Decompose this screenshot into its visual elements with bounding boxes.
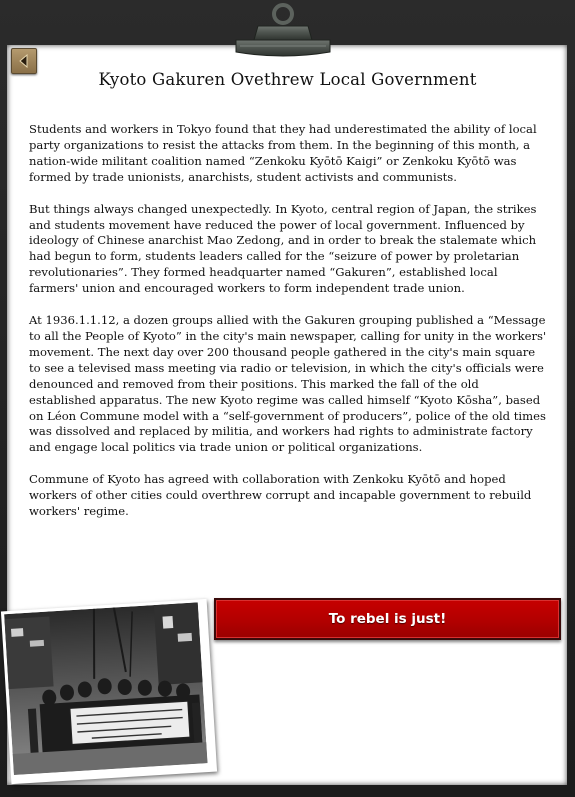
description-paragraph-3: At 1936.1.1.12, a dozen groups allied with the Gakuren grouping published a “Message to all the People of Kyoto” in the city's main newspaper, calling for unity in the workers' movement. The next day over 200 thousand people gathered in the city's main square to see a televised mass meeting via radio or television, in which the city's officials were denounced and removed from their positions. This marked the fall of the old established apparatus. The new Kyoto regime was called himself “Kyoto Kōsha”, based on Léon Commune model with a “self-government of producers”, police of the old times was dissolved and replaced by militia, and workers had rights to administrate factory and engage local politics via trade union or political organizations. — [29, 313, 547, 455]
event-picture — [1, 599, 217, 784]
description-paragraph-1: Students and workers in Tokyo found that they had underestimated the ability of local party organizations to resist the attacks from them. In the beginning of this month, a nation-wide militant coalition named “Zenkoku Kyōtō Kaigi” or Zenkoku Kyōtō was formed by trade unionists, anarchists, student activists and communists. — [29, 122, 537, 184]
description-paragraph-4: Commune of Kyoto has agreed with collaboration with Zenkoku Kyōtō and hoped workers of other cities could overthrew corrupt and incapable government to rebuild workers' regime. — [29, 472, 532, 519]
back-arrow-icon — [18, 54, 30, 68]
option-button-rebel[interactable] — [214, 598, 561, 640]
event-description — [29, 122, 547, 536]
event-title: Kyoto Gakuren Ovethrew Local Government — [98, 70, 477, 89]
description-paragraph-2: But things always changed unexpectedly. In Kyoto, central region of Japan, the strikes and students movement have reduced the power of local government. Influenced by ideology of Chinese anarchist Mao Zedong, and in order to break the stalemate which had begun to form, students leaders called for the “seizure of power by proletarian revolutionaries”. They formed headquarter named “Gakuren”, established local farmers' union and encouraged workers to form independent trade union. — [29, 201, 537, 296]
option-button-label: To rebel is just! — [328, 611, 447, 627]
clipboard-clip-icon — [228, 0, 338, 58]
